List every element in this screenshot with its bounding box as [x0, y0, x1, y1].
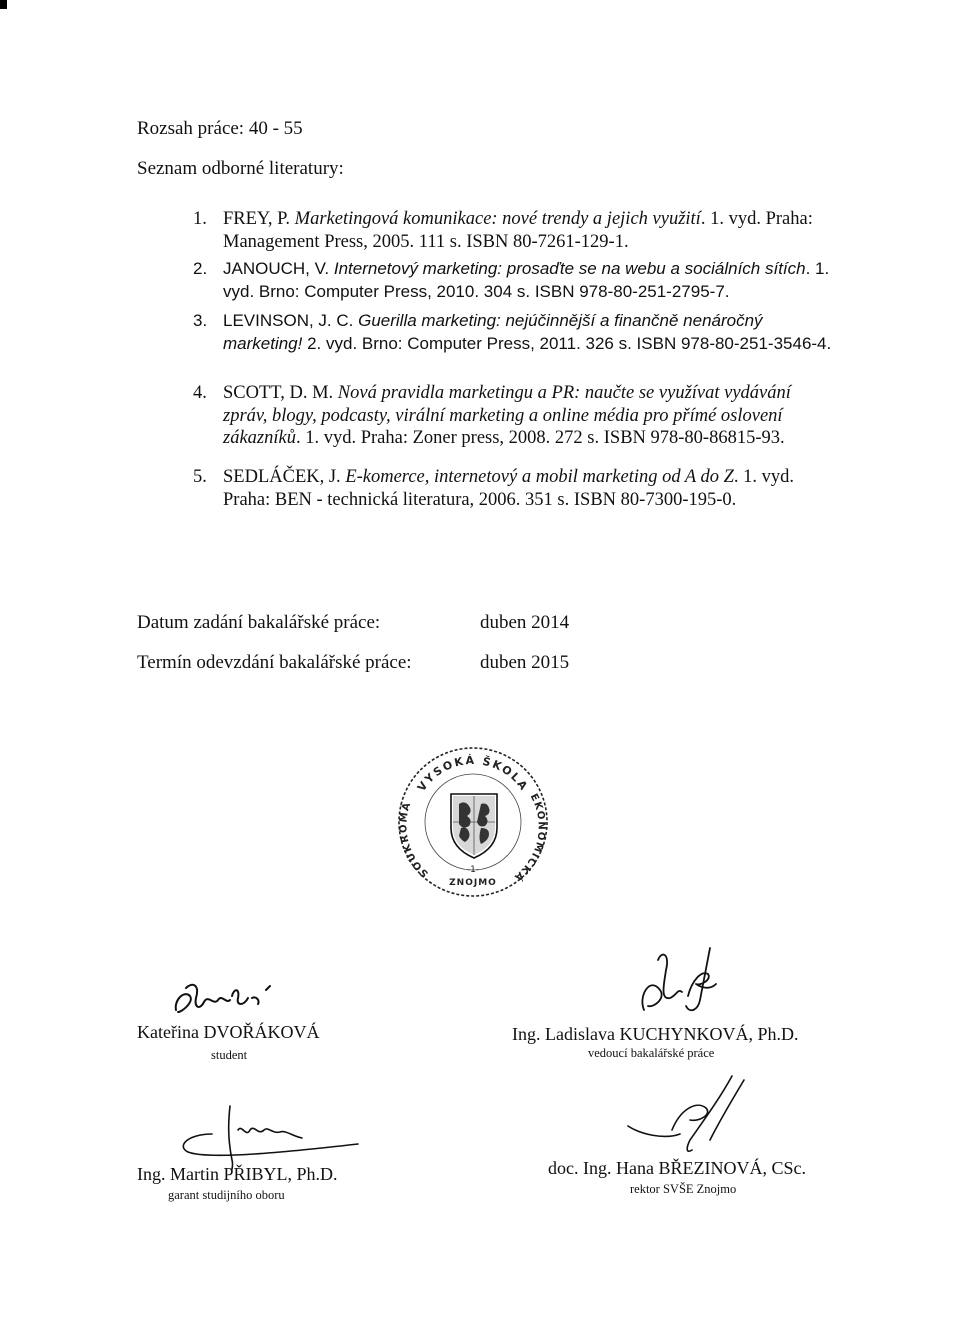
assignment-date-value: duben 2014 [480, 612, 570, 633]
rector-name: doc. Ing. Hana BŘEZINOVÁ, CSc. [548, 1158, 806, 1178]
seal-top-text: VYSOKÁ ŠKOLA [414, 753, 532, 794]
submission-date-label: Termín odevzdání bakalářské práce: [137, 652, 412, 673]
work-scope: Rozsah práce: 40 - 55 [137, 118, 303, 139]
student-role: student [211, 1048, 248, 1062]
reference-number: 4. [193, 383, 207, 403]
guarantor-role: garant studijního oboru [168, 1188, 285, 1202]
supervisor-role: vedoucí bakalářské práce [588, 1046, 715, 1060]
reference-title: Nová pravidla marketingu a PR: naučte se využívat vydávání zpráv, blogy, podcasty, virální marketing a online média pro přímé oslovení zákazníků [223, 383, 791, 448]
student-name: Kateřina DVOŘÁKOVÁ [137, 1022, 320, 1042]
reference-number: 1. [193, 209, 207, 229]
reference-author: LEVINSON, J. C. [223, 311, 359, 330]
reference-author: FREY, P. [223, 209, 295, 229]
supervisor-signature-icon [630, 940, 730, 1028]
seal-left-text: SOUKROMÁ [398, 800, 431, 880]
reference-number: 2. [193, 259, 208, 278]
literature-heading: Seznam odborné literatury: [137, 158, 344, 179]
reference-author: SCOTT, D. M. [223, 383, 338, 403]
rector-role: rektor SVŠE Znojmo [630, 1182, 737, 1196]
submission-date-value: duben 2015 [480, 652, 570, 673]
student-signature-icon [170, 976, 280, 1022]
reference-author: JANOUCH, V. [223, 259, 334, 278]
official-seal [393, 742, 553, 902]
guarantor-signature-icon [168, 1100, 368, 1170]
reference-title: Marketingová komunikace: nové trendy a jejich využití [294, 209, 701, 229]
reference-number: 3. [193, 311, 208, 330]
reference-details: . 1. vyd. Praha: Management Press, 2005. 111 s. ISBN 80-7261-129-1. [223, 209, 813, 252]
seal-digit: -1- [466, 865, 480, 875]
reference-details: . 1. vyd. Praha: Zoner press, 2008. 272 s. ISBN 978-80-86815-93. [295, 428, 785, 448]
assignment-date-label: Datum zadání bakalářské práce: [137, 612, 381, 633]
seal-right-text: EKONOMICKÁ [511, 792, 547, 884]
seal-icon [393, 742, 553, 902]
reference-item [193, 310, 833, 355]
svg-text:EKONOMICKÁ [511, 792, 547, 885]
reference-item [193, 258, 833, 303]
scan-corner-mark [0, 0, 7, 9]
rector-signature-icon [620, 1070, 770, 1162]
guarantor-name: Ing. Martin PŘIBYL, Ph.D. [137, 1164, 338, 1184]
seal-bottom-text: ZNOJMO [449, 878, 497, 888]
supervisor-name: Ing. Ladislava KUCHYNKOVÁ, Ph.D. [512, 1024, 799, 1044]
reference-item [193, 382, 833, 450]
reference-title: Guerilla marketing: nejúčinnější a finančně nenáročný marketing! [223, 311, 763, 353]
reference-number: 5. [193, 467, 207, 487]
reference-title: Internetový marketing: prosaďte se na webu a sociálních sítích [333, 259, 806, 278]
reference-details: 2. vyd. Brno: Computer Press, 2011. 326 s. ISBN 978-80-251-3546-4. [302, 333, 832, 353]
reference-title: E-komerce, internetový a mobil marketing od A do Z [345, 467, 734, 487]
reference-item [193, 208, 833, 253]
reference-author: SEDLÁČEK, J. [223, 467, 346, 487]
reference-details: . 1. vyd. Praha: BEN - technická literatura, 2006. 351 s. ISBN 80-7300-195-0. [223, 467, 795, 510]
reference-details: . 1. vyd. Brno: Computer Press, 2010. 304 s. ISBN 978-80-251-2795-7. [223, 259, 830, 301]
reference-item [193, 466, 833, 511]
